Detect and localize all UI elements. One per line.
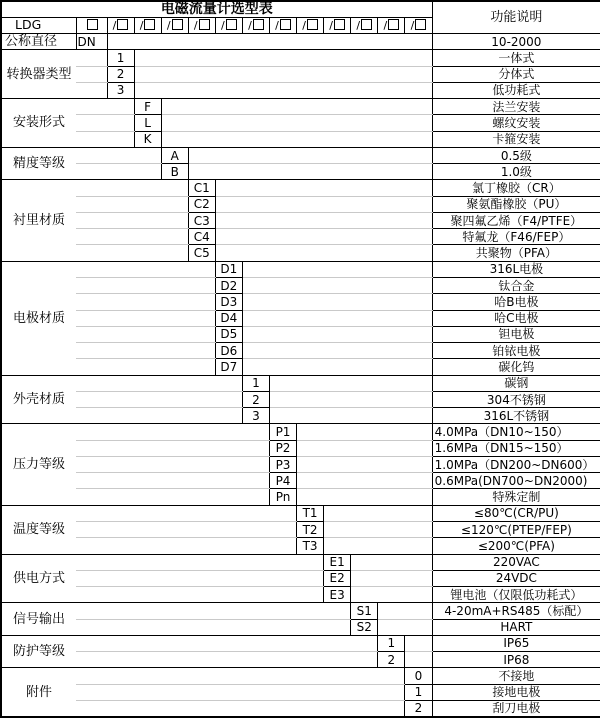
option-code: E3 <box>324 587 351 603</box>
empty-cell <box>269 375 432 391</box>
option-code: C5 <box>188 245 215 261</box>
empty-cell <box>76 522 297 538</box>
option-row <box>1 343 600 359</box>
option-description: 卡箍安装 <box>432 131 600 147</box>
empty-cell <box>76 587 324 603</box>
blank-box-icon <box>172 19 183 30</box>
option-code: F <box>134 99 161 115</box>
section-label: 衬里材质 <box>1 180 76 261</box>
blank-box-icon <box>226 19 237 30</box>
empty-cell <box>76 66 107 82</box>
option-description: IP65 <box>432 635 600 651</box>
section-label: 公称直径 <box>1 34 76 50</box>
option-row <box>1 538 600 554</box>
option-row <box>1 115 600 131</box>
blank-box-icon <box>253 19 264 30</box>
empty-cell <box>215 229 432 245</box>
blank-box-icon <box>334 19 345 30</box>
option-row <box>1 522 600 538</box>
model-code-slot: / <box>188 17 215 33</box>
empty-cell <box>76 245 188 261</box>
option-row <box>1 359 600 375</box>
empty-cell <box>76 196 188 212</box>
blank-box-icon <box>144 19 155 30</box>
blank-box-icon <box>117 19 128 30</box>
option-description: 特殊定制 <box>432 489 600 505</box>
option-code: 2 <box>405 700 432 716</box>
option-description: 4-20mA+RS485（标配） <box>432 603 600 619</box>
option-description: ≤120℃(PTEP/FEP) <box>432 522 600 538</box>
empty-cell <box>161 99 432 115</box>
option-row <box>1 570 600 586</box>
empty-cell <box>76 50 107 66</box>
empty-cell <box>242 343 432 359</box>
model-code-slot: / <box>269 17 296 33</box>
option-code: 2 <box>242 391 269 407</box>
option-description: 共聚物（PFA） <box>432 245 600 261</box>
option-description: 刮刀电极 <box>432 700 600 716</box>
option-description: 锂电池（仅限低功耗式） <box>432 587 600 603</box>
empty-cell <box>76 635 378 651</box>
empty-cell <box>297 489 433 505</box>
blank-box-icon <box>415 19 426 30</box>
option-code: Pn <box>269 489 296 505</box>
option-description: 氯丁橡胶（CR） <box>432 180 600 196</box>
option-code: A <box>161 147 188 163</box>
empty-cell <box>76 326 215 342</box>
option-code: D5 <box>215 326 242 342</box>
option-row <box>1 408 600 424</box>
empty-cell <box>76 652 378 668</box>
empty-cell <box>242 261 432 277</box>
empty-cell <box>297 473 433 489</box>
section-label: 温度等级 <box>1 505 76 554</box>
empty-cell <box>76 147 161 163</box>
option-description: 24VDC <box>432 570 600 586</box>
option-code: T2 <box>297 522 324 538</box>
empty-cell <box>134 50 432 66</box>
option-row <box>1 326 600 342</box>
option-code: 1 <box>378 635 405 651</box>
model-code-slot: / <box>107 17 134 33</box>
empty-cell <box>242 310 432 326</box>
empty-cell <box>76 700 405 716</box>
empty-cell <box>242 326 432 342</box>
option-row <box>1 50 600 66</box>
section-label: 附件 <box>1 668 76 717</box>
section-label: 精度等级 <box>1 147 76 180</box>
empty-cell <box>76 261 215 277</box>
empty-cell <box>351 570 432 586</box>
option-description: ≤200℃(PFA) <box>432 538 600 554</box>
option-row <box>1 164 600 180</box>
empty-cell <box>215 245 432 261</box>
option-code: L <box>134 115 161 131</box>
option-description: 哈B电极 <box>432 294 600 310</box>
option-description: 316L不锈钢 <box>432 408 600 424</box>
option-code: P3 <box>269 456 296 472</box>
option-row <box>1 684 600 700</box>
model-code-slot <box>76 17 107 33</box>
option-description: HART <box>432 619 600 635</box>
option-description: 碳钢 <box>432 375 600 391</box>
empty-cell <box>76 489 269 505</box>
empty-cell <box>405 652 432 668</box>
empty-cell <box>297 424 433 440</box>
option-code: 0 <box>405 668 432 684</box>
empty-cell <box>215 196 432 212</box>
empty-cell <box>242 359 432 375</box>
empty-cell <box>378 603 432 619</box>
option-code: P1 <box>269 424 296 440</box>
empty-cell <box>351 554 432 570</box>
model-code-slot: / <box>134 17 161 33</box>
empty-cell <box>188 164 432 180</box>
model-code-slot: / <box>405 17 432 33</box>
section-label: 信号输出 <box>1 603 76 636</box>
option-row <box>1 261 600 277</box>
option-row <box>1 489 600 505</box>
empty-cell <box>76 229 188 245</box>
option-row <box>1 34 600 50</box>
option-description: 1.0级 <box>432 164 600 180</box>
option-code: P4 <box>269 473 296 489</box>
option-row <box>1 554 600 570</box>
section-label: 电极材质 <box>1 261 76 375</box>
empty-cell <box>215 212 432 228</box>
empty-cell <box>324 505 433 521</box>
empty-cell <box>76 570 324 586</box>
option-description: 接地电极 <box>432 684 600 700</box>
option-row <box>1 619 600 635</box>
empty-cell <box>76 278 215 294</box>
option-row <box>1 603 600 619</box>
empty-cell <box>76 505 297 521</box>
option-row <box>1 587 600 603</box>
empty-cell <box>76 391 242 407</box>
option-code: C2 <box>188 196 215 212</box>
model-code-slot: / <box>242 17 269 33</box>
option-description: 1.0MPa（DN200~DN600） <box>432 456 600 472</box>
blank-box-icon <box>199 19 210 30</box>
empty-cell <box>351 587 432 603</box>
option-description: 不接地 <box>432 668 600 684</box>
empty-cell <box>324 522 433 538</box>
option-code: 3 <box>242 408 269 424</box>
empty-cell <box>107 34 432 50</box>
empty-cell <box>76 375 242 391</box>
model-code-slot: / <box>161 17 188 33</box>
option-description: 304不锈钢 <box>432 391 600 407</box>
title-row <box>1 1 600 17</box>
option-code: 2 <box>107 66 134 82</box>
blank-box-icon <box>307 19 318 30</box>
option-description: 220VAC <box>432 554 600 570</box>
option-row <box>1 375 600 391</box>
option-code: C1 <box>188 180 215 196</box>
empty-cell <box>76 310 215 326</box>
empty-cell <box>242 294 432 310</box>
option-description: ≤80℃(CR/PU) <box>432 505 600 521</box>
option-code: D6 <box>215 343 242 359</box>
empty-cell <box>76 684 405 700</box>
blank-box-icon <box>361 19 372 30</box>
option-row <box>1 82 600 98</box>
option-description: 0.6MPa(DN700~DN2000) <box>432 473 600 489</box>
blank-box-icon <box>87 19 98 30</box>
section-label: 压力等级 <box>1 424 76 505</box>
blank-box-icon <box>388 19 399 30</box>
model-code-slot: / <box>297 17 324 33</box>
option-row <box>1 180 600 196</box>
section-label: 安装形式 <box>1 99 76 148</box>
empty-cell <box>76 603 351 619</box>
model-prefix: LDG <box>15 17 42 33</box>
empty-cell <box>297 456 433 472</box>
option-code: D4 <box>215 310 242 326</box>
option-code: E1 <box>324 554 351 570</box>
option-description: 一体式 <box>432 50 600 66</box>
option-row <box>1 391 600 407</box>
option-description: 4.0MPa（DN10~150） <box>432 424 600 440</box>
empty-cell <box>76 99 134 115</box>
option-row <box>1 635 600 651</box>
option-code: T3 <box>297 538 324 554</box>
option-row <box>1 310 600 326</box>
option-description: 10-2000 <box>432 34 600 50</box>
option-description: 螺纹安装 <box>432 115 600 131</box>
section-label: 供电方式 <box>1 554 76 603</box>
empty-cell <box>161 115 432 131</box>
empty-cell <box>76 212 188 228</box>
option-code: D2 <box>215 278 242 294</box>
option-code: D3 <box>215 294 242 310</box>
option-code: P2 <box>269 440 296 456</box>
option-code: K <box>134 131 161 147</box>
empty-cell <box>134 66 432 82</box>
model-code-slot: / <box>378 17 405 33</box>
option-description: 碳化钨 <box>432 359 600 375</box>
option-row <box>1 245 600 261</box>
option-row <box>1 99 600 115</box>
option-code: B <box>161 164 188 180</box>
empty-cell <box>134 82 432 98</box>
option-description: 特氟龙（F46/FEP） <box>432 229 600 245</box>
option-description: 低功耗式 <box>432 82 600 98</box>
table-title: 电磁流量计选型表 <box>1 1 432 17</box>
option-code: 1 <box>405 684 432 700</box>
option-code: S1 <box>351 603 378 619</box>
option-row <box>1 229 600 245</box>
empty-cell <box>76 164 161 180</box>
model-code-slot: / <box>324 17 351 33</box>
option-description: 铂铱电极 <box>432 343 600 359</box>
empty-cell <box>76 343 215 359</box>
option-code: C4 <box>188 229 215 245</box>
empty-cell <box>324 538 433 554</box>
empty-cell <box>76 538 297 554</box>
empty-cell <box>76 408 242 424</box>
empty-cell <box>242 278 432 294</box>
empty-cell <box>76 424 269 440</box>
section-label: 防护等级 <box>1 635 76 668</box>
option-row <box>1 66 600 82</box>
empty-cell <box>378 619 432 635</box>
section-label: 外壳材质 <box>1 375 76 424</box>
option-code: 1 <box>107 50 134 66</box>
function-column-header: 功能说明 <box>432 1 600 34</box>
empty-cell <box>76 440 269 456</box>
option-code: DN <box>76 34 107 50</box>
option-code: C3 <box>188 212 215 228</box>
option-row <box>1 505 600 521</box>
option-code: D1 <box>215 261 242 277</box>
option-row <box>1 668 600 684</box>
option-description: 1.6MPa（DN15~150） <box>432 440 600 456</box>
option-code: T1 <box>297 505 324 521</box>
option-code: 2 <box>378 652 405 668</box>
option-description: 聚氨酯橡胶（PU） <box>432 196 600 212</box>
option-row <box>1 131 600 147</box>
option-row <box>1 196 600 212</box>
empty-cell <box>76 456 269 472</box>
option-row <box>1 700 600 716</box>
option-row <box>1 652 600 668</box>
empty-cell <box>76 554 324 570</box>
empty-cell <box>76 180 188 196</box>
empty-cell <box>76 294 215 310</box>
option-code: S2 <box>351 619 378 635</box>
option-row <box>1 473 600 489</box>
empty-cell <box>269 391 432 407</box>
empty-cell <box>405 635 432 651</box>
option-description: 聚四氟乙烯（F4/PTFE） <box>432 212 600 228</box>
model-code-slot: / <box>351 17 378 33</box>
option-row <box>1 278 600 294</box>
empty-cell <box>76 619 351 635</box>
blank-box-icon <box>280 19 291 30</box>
option-description: 钛合金 <box>432 278 600 294</box>
option-description: 316L电极 <box>432 261 600 277</box>
empty-cell <box>297 440 433 456</box>
option-row <box>1 147 600 163</box>
empty-cell <box>161 131 432 147</box>
empty-cell <box>76 473 269 489</box>
option-description: 法兰安装 <box>432 99 600 115</box>
option-description: 0.5级 <box>432 147 600 163</box>
option-code: 1 <box>242 375 269 391</box>
empty-cell <box>215 180 432 196</box>
option-description: 分体式 <box>432 66 600 82</box>
empty-cell <box>76 115 134 131</box>
option-row <box>1 440 600 456</box>
model-code-slot: / <box>215 17 242 33</box>
option-description: 哈C电极 <box>432 310 600 326</box>
option-row <box>1 294 600 310</box>
empty-cell <box>76 82 107 98</box>
empty-cell <box>269 408 432 424</box>
option-row <box>1 424 600 440</box>
section-label: 转换器类型 <box>1 50 76 99</box>
option-row <box>1 456 600 472</box>
option-code: E2 <box>324 570 351 586</box>
empty-cell <box>76 668 405 684</box>
option-description: IP68 <box>432 652 600 668</box>
empty-cell <box>188 147 432 163</box>
empty-cell <box>76 131 134 147</box>
option-code: D7 <box>215 359 242 375</box>
empty-cell <box>76 359 215 375</box>
option-code: 3 <box>107 82 134 98</box>
option-description: 钽电极 <box>432 326 600 342</box>
option-row <box>1 212 600 228</box>
